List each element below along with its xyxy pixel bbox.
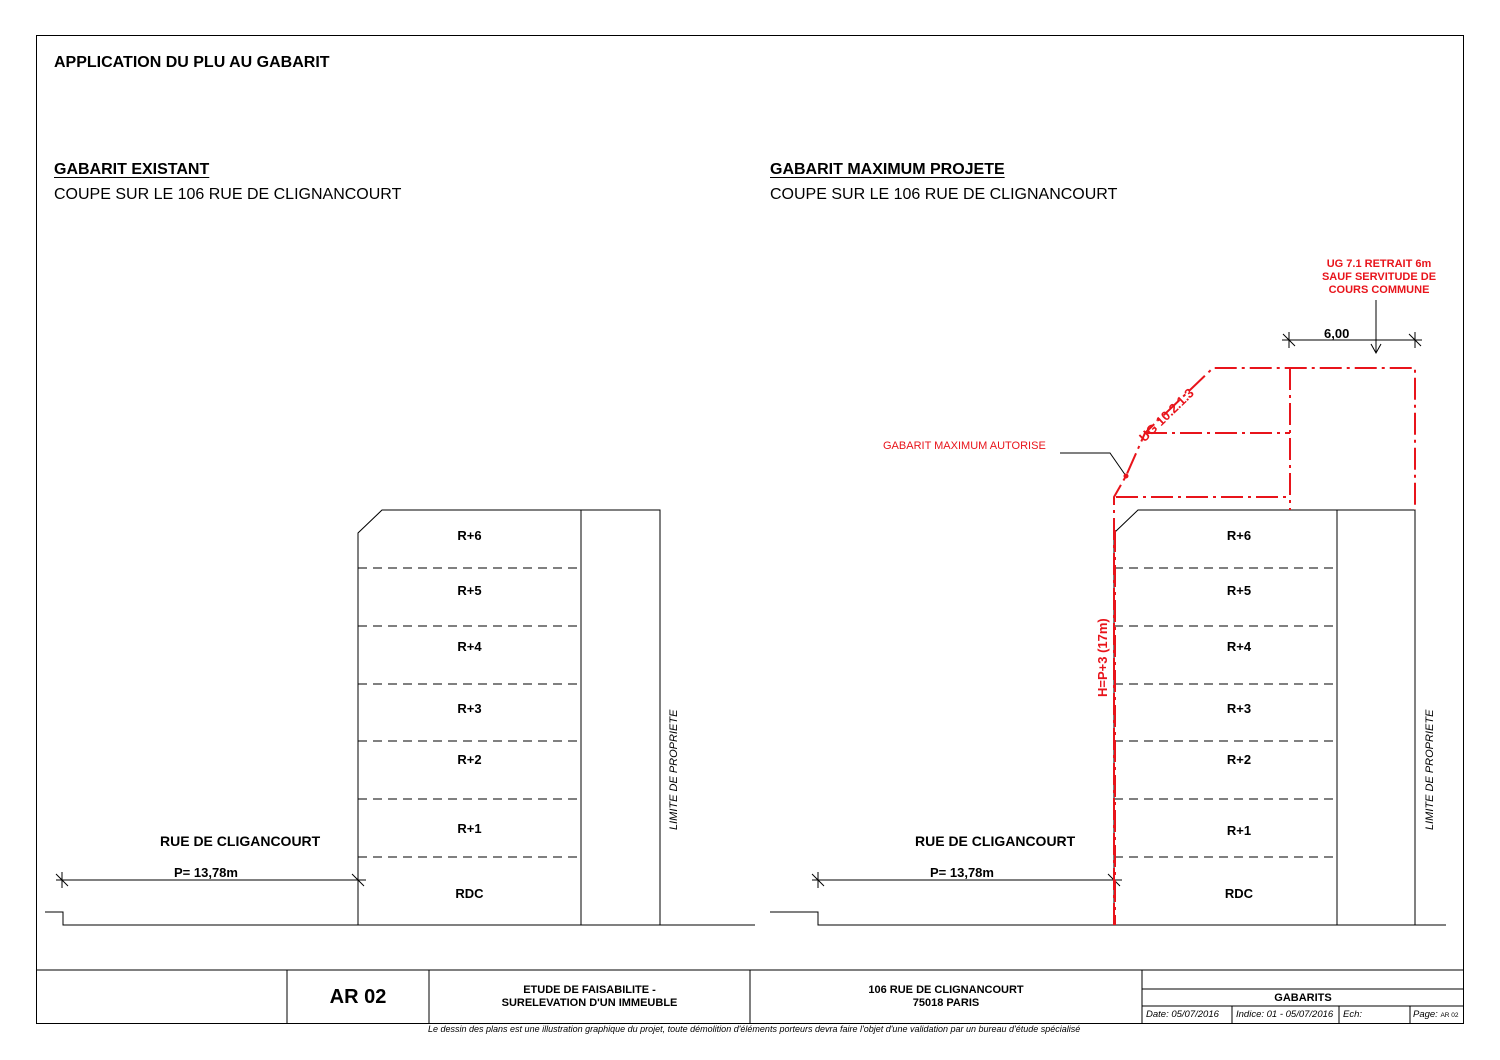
retreat-note: [1300, 258, 1458, 297]
left-building-outline: [358, 510, 660, 925]
page-field: [1413, 1009, 1459, 1020]
scale-field: Ech:: [1343, 1009, 1363, 1020]
retreat-note-line: UG 7.1 RETRAIT 6m: [1326, 258, 1432, 270]
left-ground-line: [45, 912, 755, 925]
right-floor-label: RDC: [1224, 886, 1254, 901]
project-title: [429, 984, 750, 1010]
rule-label: UG 10.2.1.3: [1136, 385, 1197, 445]
right-floor-label: R+2: [1226, 752, 1252, 767]
address-line: 75018 PARIS: [912, 997, 980, 1009]
left-subheading: COUPE SUR LE 106 RUE DE CLIGNANCOURT: [54, 186, 402, 203]
project-line: ETUDE DE FAISABILITE -: [523, 984, 656, 996]
height-label: H=P+3 (17m): [1095, 618, 1110, 697]
right-floor-label: R+4: [1226, 639, 1252, 654]
right-ground-line: [770, 912, 1446, 925]
right-street-label: RUE DE CLIGANCOURT: [915, 833, 1076, 849]
retreat-dimension-label: 6,00: [1324, 326, 1350, 341]
right-limit-label: LIMITE DE PROPRIETE: [1424, 709, 1436, 830]
left-floor-label: R+2: [457, 752, 482, 767]
left-street-label: RUE DE CLIGANCOURT: [160, 833, 321, 849]
left-floor-label: RDC: [455, 886, 484, 901]
max-gabarit-label: GABARIT MAXIMUM AUTORISE: [883, 440, 1046, 452]
page-field-label: Page:: [1413, 1009, 1438, 1020]
disclaimer: Le dessin des plans est une illustration graphique du projet, toute démolition d'éléments porteurs devra faire l'objet d'une validation par un bureau d'étude spécialisé: [428, 1024, 1081, 1034]
left-depth-label: P= 13,78m: [174, 865, 238, 880]
right-floor-label: R+1: [1226, 823, 1252, 838]
left-floor-label: R+6: [457, 528, 482, 543]
sheet-name: GABARITS: [1274, 992, 1332, 1004]
left-floor-label: R+4: [457, 639, 482, 654]
retreat-note-line: COURS COMMUNE: [1328, 284, 1430, 296]
left-floor-label: R+1: [457, 821, 482, 836]
left-floor-label: R+3: [457, 701, 482, 716]
right-heading: GABARIT MAXIMUM PROJETE: [770, 161, 1005, 178]
right-building-outline: [1114, 510, 1415, 925]
max-gabarit-leader: [1060, 453, 1126, 476]
right-depth-label: P= 13,78m: [930, 865, 994, 880]
retreat-note-line: SAUF SERVITUDE DE: [1321, 271, 1437, 283]
date-field: Date: 05/07/2016: [1146, 1009, 1219, 1020]
right-floor-label: R+5: [1226, 583, 1252, 598]
page-field-value: AR 02: [1440, 1012, 1459, 1019]
page-title: APPLICATION DU PLU AU GABARIT: [54, 54, 330, 71]
max-gabarit-point: [1124, 474, 1129, 479]
drawing-code: AR 02: [329, 986, 387, 1008]
right-floor-label: R+6: [1226, 528, 1252, 543]
indice-field: Indice: 01 - 05/07/2016: [1236, 1009, 1334, 1020]
left-limit-label: LIMITE DE PROPRIETE: [668, 709, 680, 830]
right-subheading: COUPE SUR LE 106 RUE DE CLIGNANCOURT: [770, 186, 1118, 203]
address-line: 106 RUE DE CLIGNANCOURT: [868, 984, 1024, 996]
left-floor-label: R+5: [457, 583, 482, 598]
project-line: SURELEVATION D'UN IMMEUBLE: [501, 997, 678, 1009]
right-floor-label: R+3: [1226, 701, 1252, 716]
project-address: [750, 984, 1142, 1010]
left-heading: GABARIT EXISTANT: [54, 161, 210, 178]
